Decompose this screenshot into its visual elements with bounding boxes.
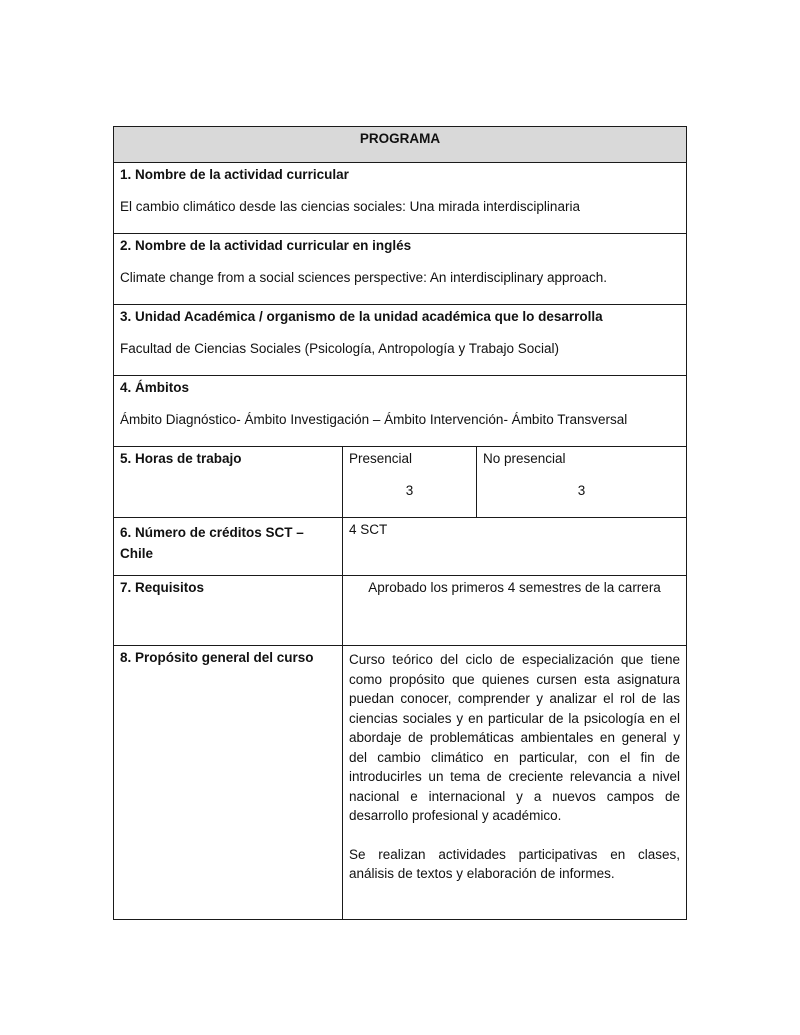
table-title: PROGRAMA — [114, 127, 687, 163]
section-2 — [114, 234, 687, 305]
no-presencial-label: No presencial — [483, 451, 566, 466]
section-4-label: 4. Ámbitos — [120, 380, 190, 395]
presencial-cell — [343, 447, 477, 518]
section-4 — [114, 376, 687, 447]
section-1-label: 1. Nombre de la actividad curricular — [120, 167, 349, 182]
section-8-label: 8. Propósito general del curso — [114, 646, 343, 920]
section-1 — [114, 163, 687, 234]
section-2-value: Climate change from a social sciences perspective: An interdisciplinary approach. — [120, 270, 607, 285]
presencial-label: Presencial — [349, 451, 413, 466]
section-7-label: 7. Requisitos — [114, 576, 343, 646]
section-3 — [114, 305, 687, 376]
section-8-paragraph-2: Se realizan actividades participativas en clases, análisis de textos y elaboración de informes. — [349, 846, 681, 881]
section-2-label: 2. Nombre de la actividad curricular en inglés — [120, 238, 412, 253]
section-4-value: Ámbito Diagnóstico- Ámbito Investigación – Ámbito Intervención- Ámbito Transversal — [120, 412, 628, 427]
presencial-value: 3 — [405, 483, 414, 498]
section-3-value: Facultad de Ciencias Sociales (Psicología, Antropología y Trabajo Social) — [120, 341, 559, 356]
section-1-value: El cambio climático desde las ciencias sociales: Una mirada interdisciplinaria — [120, 199, 580, 214]
no-presencial-cell — [477, 447, 687, 518]
section-8-paragraph-1: Curso teórico del ciclo de especialización que tiene como propósito que quienes cursen esta asignatura puedan conocer, comprender y analizar el rol de las ciencias sociales y en particular de la psicología en el abordaje de problemáticas ambientales en general y del cambio climático en particular, con el fin de introducirles un tema de creciente relevancia a nivel nacional e internacional y a nuevos campos de desarrollo profesional y académico. — [349, 652, 681, 823]
section-3-label: 3. Unidad Académica / organismo de la unidad académica que lo desarrolla — [120, 309, 603, 324]
section-6-value: 4 SCT — [343, 518, 687, 576]
no-presencial-value: 3 — [577, 483, 586, 498]
programa-table — [113, 126, 687, 920]
section-5-label: 5. Horas de trabajo — [114, 447, 343, 518]
section-7-value: Aprobado los primeros 4 semestres de la carrera — [343, 576, 687, 646]
section-6-label: 6. Número de créditos SCT – Chile — [114, 518, 343, 576]
section-8-value — [343, 646, 687, 920]
